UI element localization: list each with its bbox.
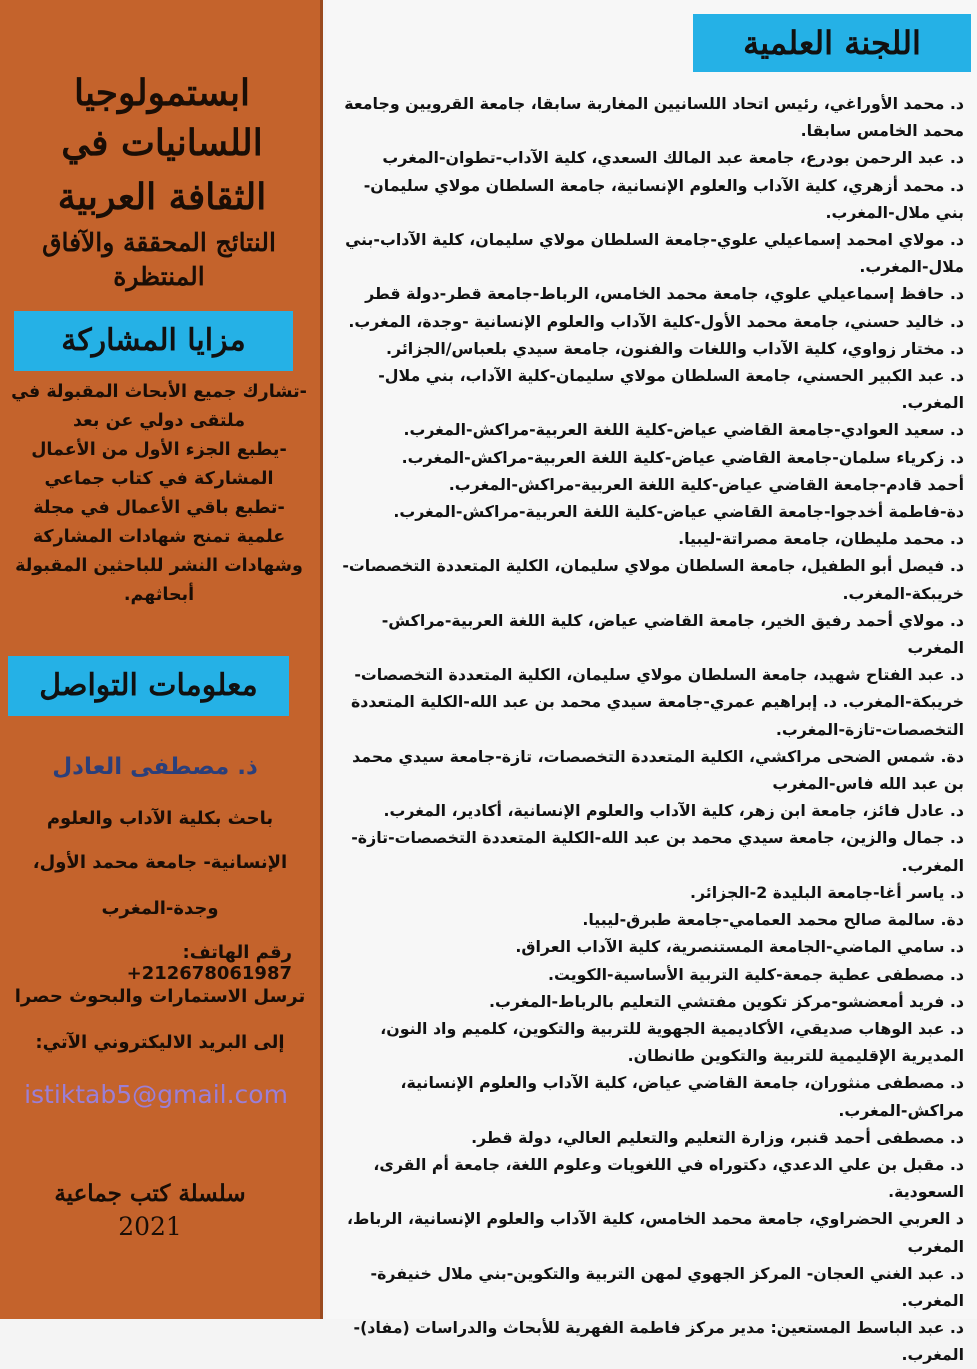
advantage-item: -يطبع الجزء الأول من الأعمال المشاركة في كتاب جماعي — [31, 440, 287, 489]
title-line-2: اللسانيات في — [61, 122, 263, 164]
committee-member: أحمد قادم-جامعة القاضي عياض-كلية اللغة العربية-مراكش-المغرب. — [448, 474, 964, 494]
contact-heading: معلومات التواصل — [8, 656, 289, 716]
send-instructions: ترسل الاستمارات والبحوث حصرا — [14, 986, 306, 1007]
contact-line: الإنسانية- جامعة محمد الأول، — [32, 852, 288, 873]
committee-member: د. عبد الرحمن بودرع، جامعة عبد المالك السعدي، كلية الآداب-تطوان-المغرب — [382, 148, 964, 168]
committee-member: د العربي الحضراوي، جامعة محمد الخامس، كلية الآداب والعلوم الإنسانية، الرباط، المغرب — [347, 1209, 964, 1256]
advantages-heading: مزايا المشاركة — [14, 311, 293, 371]
title-line-3: الثقافة العربية — [57, 176, 267, 218]
committee-member: د. حافظ إسماعيلي علوي، جامعة محمد الخامس، الرباط-جامعة قطر-دولة قطر — [365, 284, 964, 304]
advantages-list — [6, 378, 312, 610]
committee-member: د. مولاي أحمد رفيق الخير، جامعة القاضي عياض، كلية اللغة العربية-مراكش-المغرب — [381, 610, 964, 658]
committee-member: د. فريد أمعضشو-مركز تكوين مفتشي التعليم بالرباط-المغرب. — [489, 991, 964, 1011]
committee-member: د. محمد مليطان، جامعة مصراتة-ليبيا. — [678, 529, 964, 549]
committee-member: د. خاليد حسني، جامعة محمد الأول-كلية الآداب والعلوم الإنسانية -وجدة، المغرب. — [348, 311, 964, 331]
committee-member: د. محمد أزهري، كلية الآداب والعلوم الإنسانية، جامعة السلطان مولاي سليمان-بني ملال-المغرب. — [363, 175, 964, 222]
send-instructions: إلى البريد الاليكتروني الآتي: — [35, 1032, 285, 1053]
committee-member: د. سامي الماضي-الجامعة المستنصرية، كلية الآداب العراق. — [515, 937, 964, 957]
contact-email[interactable]: istiktab5@gmail.com — [24, 1080, 288, 1109]
committee-member: د. عادل فائز، جامعة ابن زهر، كلية الآداب والعلوم الإنسانية، أكادير، المغرب. — [383, 801, 964, 821]
committee-member: د. فيصل أبو الطفيل، جامعة السلطان مولاي سليمان، الكلية المتعددة التخصصات-خريبكة-المغرب. — [342, 556, 964, 603]
committee-member: د. جمال والزين، جامعة سيدي محمد بن عبد الله-الكلية المتعددة التخصصات-تازة-المغرب. — [351, 828, 964, 875]
year-label: 2021 — [118, 1212, 182, 1241]
title-line-1: ابستمولوجيا — [73, 72, 251, 114]
committee-member: د. زكرياء سلمان-جامعة القاضي عياض-كلية اللغة العربية-مراكش-المغرب. — [401, 447, 964, 467]
committee-member: د. مصطفى أحمد قنبر، وزارة التعليم والتعليم العالي، دولة قطر. — [471, 1127, 964, 1147]
contact-line: باحث بكلية الآداب والعلوم — [46, 808, 274, 829]
committee-member: د. ياسر أغا-جامعة البليدة 2-الجزائر. — [689, 882, 964, 902]
committee-member: د. مختار زواوي، كلية الآداب واللغات والفنون، جامعة سيدي بلعباس/الجزائر. — [386, 338, 964, 358]
committee-member: دة. سالمة صالح محمد العمامي-جامعة طبرق-ليبيا. — [582, 910, 964, 930]
committee-member: د. مصطفى منثوران، جامعة القاضي عياض، كلية الآداب والعلوم الإنسانية، مراكش-المغرب. — [400, 1073, 964, 1120]
advantage-item: -تطبع باقي الأعمال في مجلة علمية تمنح شهادات المشاركة وشهادات النشر للباحثين المقبولة أبحاثهم. — [15, 498, 303, 605]
committee-list — [336, 90, 964, 1369]
sidebar-panel — [0, 0, 323, 1319]
committee-member: د. مصطفى عطية جمعة-كلية التربية الأساسية-الكويت. — [547, 964, 964, 984]
committee-member: د. عبد الباسط المستعين: مدير مركز فاطمة الفهرية للأبحاث والدراسات (مفاد)-المغرب. — [353, 1318, 964, 1365]
title-subtitle: النتائج المحققة والآفاق المنتظرة — [42, 228, 276, 291]
committee-member: د. مولاي امحمد إسماعيلي علوي-جامعة السلطان مولاي سليمان، كلية الآداب-بني ملال-المغرب. — [345, 230, 964, 277]
committee-member: د. سعيد العوادي-جامعة القاضي عياض-كلية اللغة العربية-مراكش-المغرب. — [403, 420, 964, 440]
committee-heading: اللجنة العلمية — [693, 14, 971, 72]
committee-member: د. عبد الوهاب صديقي، الأكاديمية الجهوية للتربية والتكوين، كلميم واد النون، المديرية الإقليمية للتربية والتكوين طانطان. — [380, 1018, 964, 1066]
series-label: سلسلة كتب جماعية — [54, 1180, 246, 1207]
committee-member: د. محمد الأوراغي، رئيس اتحاد اللسانيين المغاربة سابقا، جامعة القرويين وجامعة محمد الخامس سابقا. — [344, 94, 964, 141]
contact-name: ذ. مصطفى العادل — [52, 754, 258, 780]
advantage-item: -تشارك جميع الأبحاث المقبولة في ملتقى دولي عن بعد — [11, 382, 307, 431]
committee-member: دة-فاطمة أخدجوا-جامعة القاضي عياض-كلية اللغة العربية-مراكش-المغرب. — [393, 502, 964, 522]
committee-member: دة. شمس الضحى مراكشي، الكلية المتعددة التخصصات، تازة-جامعة سيدي محمد بن عبد الله فاس-المغرب — [352, 746, 964, 794]
committee-member: د. عبد الكبير الحسني، جامعة السلطان مولاي سليمان-كلية الآداب، بني ملال-المغرب. — [378, 366, 964, 413]
committee-member: د. عبد الغني العجان- المركز الجهوي لمهن التربية والتكوين-بني ملال خنيفرة-المغرب. — [370, 1263, 964, 1310]
committee-member: د. عبد الفتاح شهيد، جامعة السلطان مولاي سليمان، الكلية المتعددة التخصصات-خريبكة-المغرب. د. إبراهيم عمري-جامعة سيدي محمد بن عبد الله-الكلية المتعددة التخصصات-تازة-المغرب. — [350, 665, 964, 739]
committee-member: د. مقبل بن علي الدعدي، دكتوراه في اللغويات وعلوم اللغة، جامعة أم القرى، السعودية. — [373, 1154, 964, 1202]
contact-line: وجدة-المغرب — [101, 898, 219, 919]
contact-phone: رقم الهاتف: 212678061987+ — [126, 942, 292, 984]
